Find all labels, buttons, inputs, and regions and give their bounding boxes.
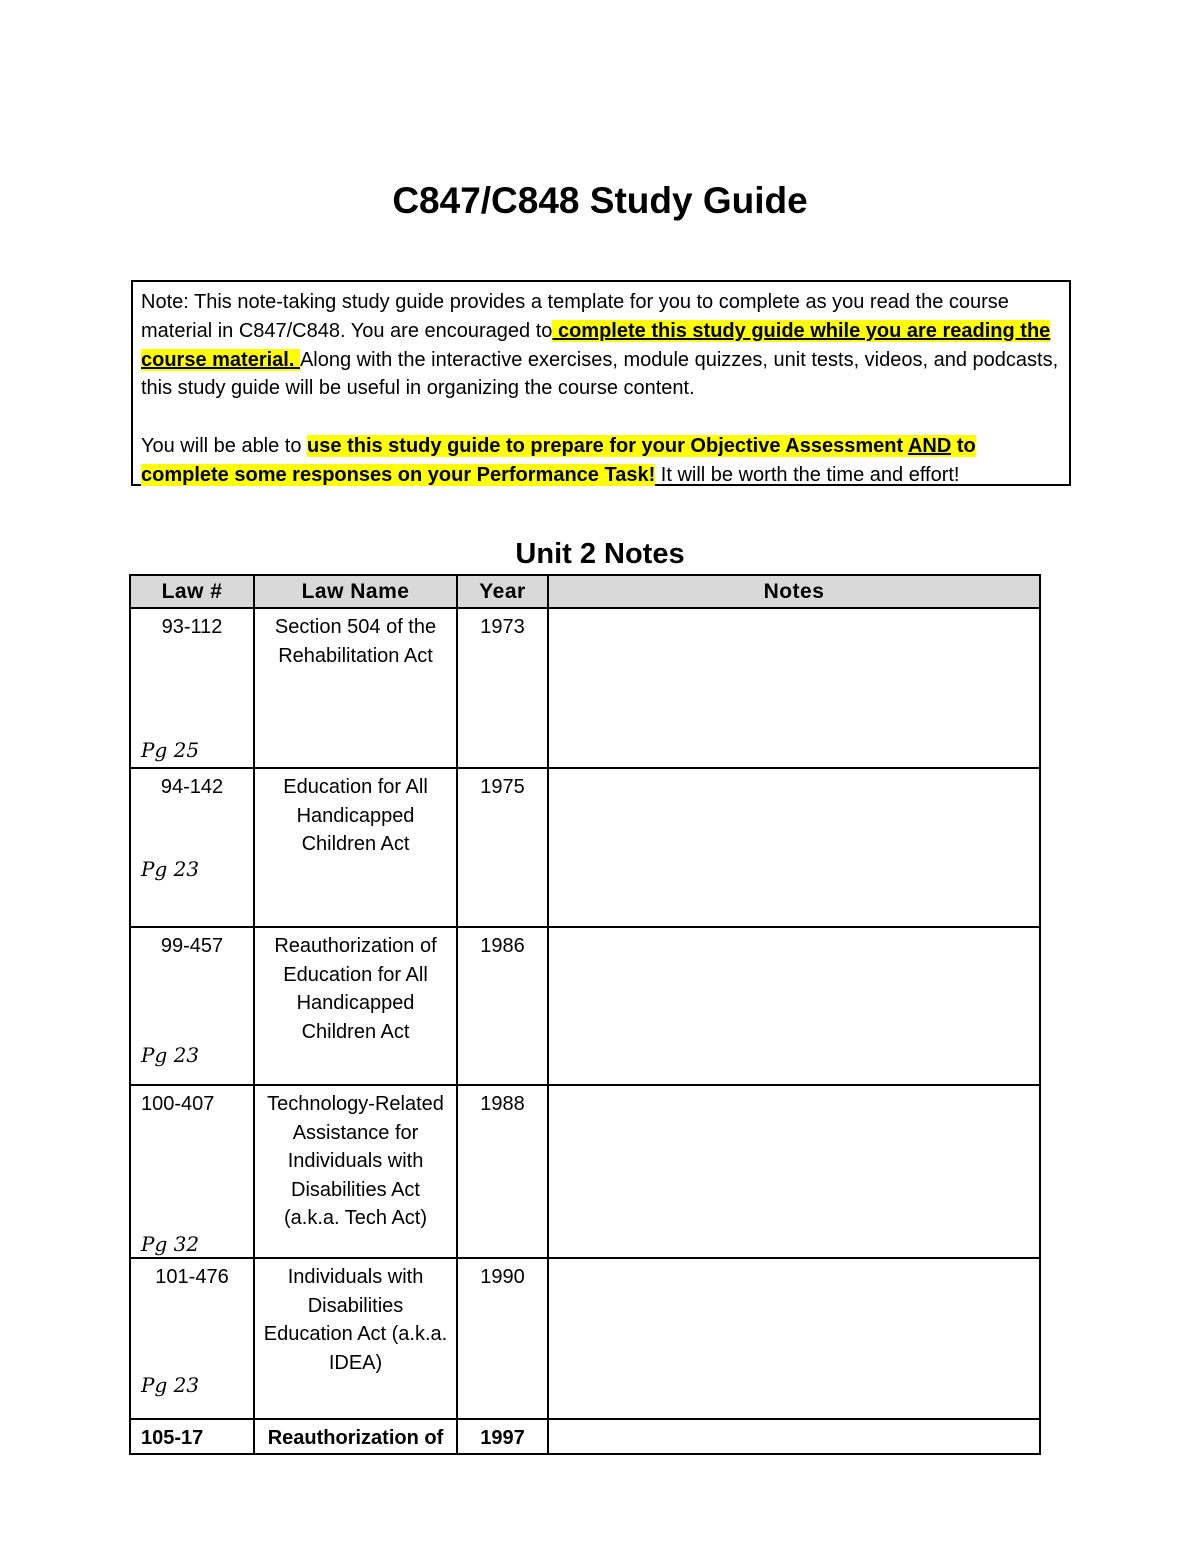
note-highlight-and: AND <box>907 434 952 457</box>
note-highlight: to complete some responses on your Performance Task! <box>141 434 976 486</box>
law-number: 94-142 <box>160 776 224 798</box>
law-year: 1975 <box>457 768 548 927</box>
note-paragraph-2 <box>141 432 1061 490</box>
header-year: Year <box>457 575 548 608</box>
header-notes: Notes <box>548 575 1040 608</box>
laws-table <box>129 574 1041 1455</box>
table-row <box>130 768 1040 927</box>
table-row <box>130 927 1040 1085</box>
notes-cell[interactable] <box>548 608 1040 768</box>
law-number-cell <box>130 608 254 768</box>
page-ref: Pg 23 <box>141 1373 200 1398</box>
table-row <box>130 1258 1040 1419</box>
law-name: Individuals with Disabilities Education Act (a.k.a. IDEA) <box>254 1258 457 1419</box>
law-year: 1990 <box>457 1258 548 1419</box>
table-row <box>130 1419 1040 1454</box>
law-number-cell <box>130 927 254 1085</box>
law-year: 1988 <box>457 1085 548 1258</box>
header-law-number: Law # <box>130 575 254 608</box>
law-number: 101-476 <box>155 1266 229 1288</box>
page-ref: Pg 25 <box>141 738 200 763</box>
law-name: Reauthorization of <box>254 1419 457 1454</box>
law-number: 100-407 <box>141 1093 215 1115</box>
notes-cell[interactable] <box>548 768 1040 927</box>
law-year: 1997 <box>457 1419 548 1454</box>
unit-title: Unit 2 Notes <box>515 538 685 570</box>
law-number: 105-17 <box>141 1427 204 1449</box>
note-text: Along with the interactive exercises, module quizzes, unit tests, videos, and podcasts, this study guide will be useful in organizing the course content. <box>141 348 1059 400</box>
law-name: Section 504 of the Rehabilitation Act <box>254 608 457 768</box>
law-number-cell <box>130 1085 254 1258</box>
table-row <box>130 1085 1040 1258</box>
law-number-cell <box>130 1419 254 1454</box>
law-name: Technology-Related Assistance for Individuals with Disabilities Act (a.k.a. Tech Act) <box>254 1085 457 1258</box>
note-highlight: complete this study guide while you are reading the course material. <box>141 319 1051 371</box>
law-year: 1973 <box>457 608 548 768</box>
page-title: C847/C848 Study Guide <box>392 180 808 221</box>
law-number-cell <box>130 1258 254 1419</box>
notes-cell[interactable] <box>548 1085 1040 1258</box>
note-text: You will be able to <box>141 434 308 457</box>
page-ref: Pg 23 <box>141 1043 200 1068</box>
law-name: Education for All Handicapped Children Act <box>254 768 457 927</box>
page-ref: Pg 32 <box>141 1232 200 1257</box>
law-name: Reauthorization of Education for All Handicapped Children Act <box>254 927 457 1085</box>
law-number: 99-457 <box>160 935 224 957</box>
note-box <box>131 280 1071 486</box>
law-year: 1986 <box>457 927 548 1085</box>
page-ref: Pg 23 <box>141 857 200 882</box>
header-law-name: Law Name <box>254 575 457 608</box>
law-number-cell <box>130 768 254 927</box>
note-text: Note: This note-taking study guide provides a template for you to complete as you read the course material in C847/C848. You are encouraged to <box>141 291 1009 342</box>
note-paragraph-1 <box>141 288 1061 403</box>
notes-cell[interactable] <box>548 1419 1040 1454</box>
table-header-row <box>130 575 1040 608</box>
note-text: It will be worth the time and effort! <box>655 463 960 486</box>
law-number: 93-112 <box>161 616 223 638</box>
notes-cell[interactable] <box>548 927 1040 1085</box>
table-row <box>130 608 1040 768</box>
notes-cell[interactable] <box>548 1258 1040 1419</box>
note-highlight: use this study guide to prepare for your Objective Assessment <box>307 434 908 457</box>
